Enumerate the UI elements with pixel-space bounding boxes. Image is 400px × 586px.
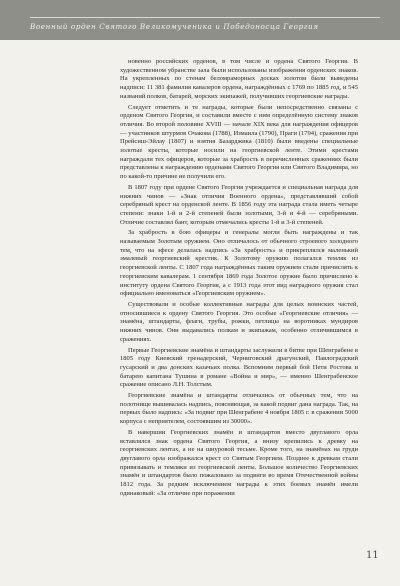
paragraph: За храбрость в бою офицеры и генералы могли быть награждены и так называемым Золотым оружием. Оно отличалось от обычного строевого холодного тем, что на эфесе делалась надпись «За храбрость» и прикреплялся маленький эмалевый георгиевский крестик. К Золотому оружию полагался темляк из георгиевской ленты. С 1807 года награждённых таким оружием стали причислять к георгиевским кавалерам. 1 сентября 1869 года Золотое оружие было причислено к институту ордена Святого Георгия, а с 1913 года этот вид наградного оружия стал официально именоваться «Георгиевским оружием». [120,229,358,298]
body-text [120,58,358,500]
running-header [0,0,400,40]
paragraph: В навершии Георгиевских знамён и штандартов вместо двуглавого орла вставлялся знак ордена Святого Георгия, а внизу крепились к древку на георгиевских лентах, а не на шнуровой тесьме. Кроме того, на знамёнах на груди двуглавого орла изображался крест со Святым Георгием. Позднее к древкам стали привязывать и темляки из георгиевской ленты. Большое количество Георгиевских знамён и штандартов было пожаловано за подвиги во время Отечественной войны 1812 года. За редким исключением награды к этих боевых знамён имели одинаковый: «За отличие при поражении [120,428,358,497]
paragraph: Первые Георгиевские знамёна и штандарты заслужили в битве при Шенграбене в 1805 году Киевский гренадерский, Черниговский драгунский, Павлоградский гусарский и два донских казачьих полка. Вспомним первый бой Пети Ростова и батарею капитана Тушина в романе «Война и мир», — именно Шенграбенское сражение описано Л.Н. Толстым. [120,346,358,389]
page-number: 11 [366,550,379,561]
header-title: Военный орден Святого Великомученика и Победоносца Георгия [30,17,380,38]
paragraph: В 1807 году при ордене Святого Георгия учреждается и специальная награда для нижних чинов — «Знак отличия Военного ордена», представлявший собой серебряный крест на орденской ленте. В 1856 году эта награда стала иметь четыре степени: знаки 1-й и 2-й степеней были золотыми, 3-й и 4-й — серебряными. Отличие составлял бант, которым отмечались кресты 1-й и 3-й степеней. [120,183,358,226]
paragraph: новенно российских орденов, в том числе и ордена Святого Георгия. В художественном убранстве зала были использованы изображения орденских знаков. На укрепленных по стенам беломраморных досках золотом были выведены надписи: 11 381 фамилия кавалеров ордена, награждённых с 1769 по 1885 год, и 545 названий полков, батарей, морских экипажей, получивших георгиевские награды. [120,58,358,100]
paragraph: Следует отметить и те награды, которые были непосредственно связаны с орденом Святого Георгия, и составили вместе с ним определённую систему знаков отличия. Во второй половине XVIII — начале XIX века для награждения офицеров — участников штурмов Очакова (1788), Измаила (1790), Праги (1794), сражения при Прейсиш-Эйлау (1807) и взятия Базарджика (1810) были введены специальные золотые кресты, которые носили на георгиевской ленте. Этими крестами награждали тех офицеров, которые за храбрость в перечисленных сражениях были представлены к награждению орденами Святого Георгия или Святого Владимира, но по какой-то причине не получили его. [120,103,358,181]
paragraph: Существовали и особые коллективные награды для целых воинских частей, относившиеся к ордену Святого Георгия. Это особые «Георгиевские отличия» — знамёна, штандарты, флаги, трубы, рожки, петлицы на воротниках мундиров нижних чинов. Они выдавались полкам и экипажам, особенно отличившимся в сражениях. [120,300,358,343]
paragraph: Георгиевские знамёна и штандарты отличались от обычных тем, что на полотнище вышивалась надпись, поясняющая, за какой подвиг дана награда. Так, на первых было надпись: «За подвиг при Шенграбене 4 ноября 1805 г. в сражении 5000 корпуса с неприятелем, состоявшим из 30000». [120,392,358,426]
